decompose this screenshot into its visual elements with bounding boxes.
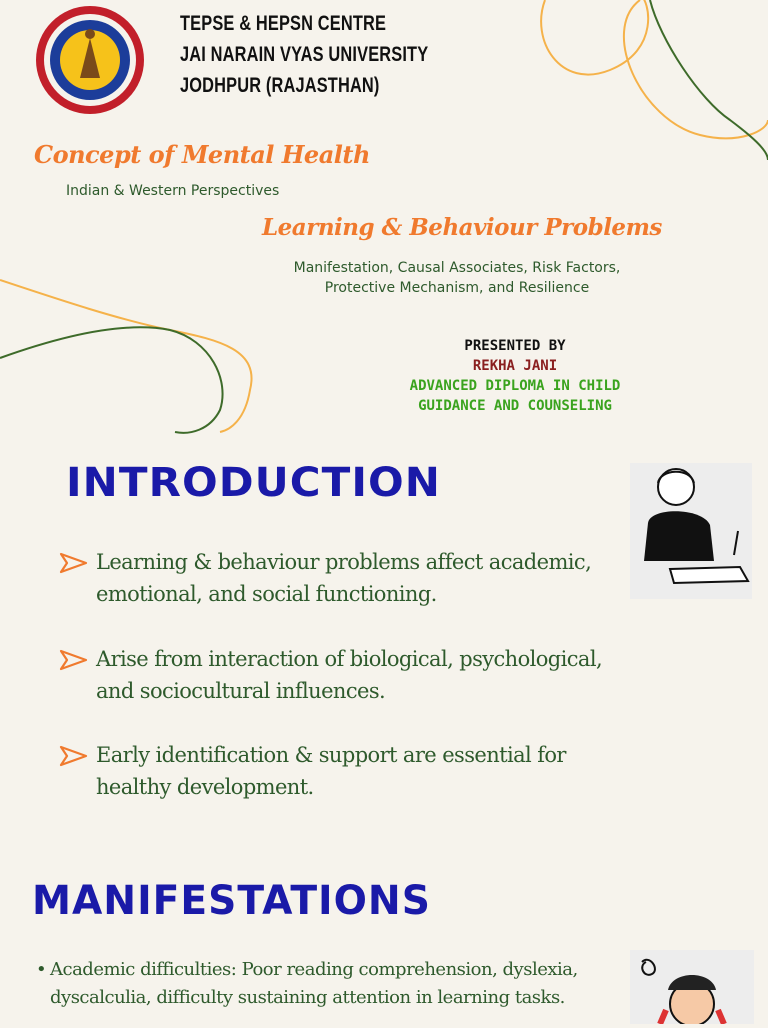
manifestation-bullet-text: Academic difficulties: Poor reading comprehension, dyslexia, dyscalculia, difficulty sustaining attention in learning tasks. — [50, 959, 578, 1008]
topic2-subtitle — [270, 258, 644, 298]
institution-name — [180, 8, 428, 101]
student-writing-icon — [630, 463, 752, 599]
intro-bullet-text: Arise from interaction of biological, psychological, and sociocultural influences. — [96, 647, 603, 703]
stressed-child-illustration — [630, 950, 754, 1024]
orange-curve-left — [0, 280, 252, 432]
introduction-heading: INTRODUCTION — [66, 460, 441, 506]
manifestation-bullet — [32, 956, 592, 1012]
intro-bullet-text: Early identification & support are essential for healthy development. — [96, 743, 566, 799]
bullet-dot-icon: • — [36, 959, 47, 980]
arrow-bullet-icon — [58, 552, 90, 574]
arrow-bullet-icon — [58, 745, 90, 767]
presenter-name: REKHA JANI — [472, 358, 558, 374]
intro-bullet-text: Learning & behaviour problems affect academic, emotional, and social functioning. — [96, 550, 592, 606]
presenter-course: ADVANCED DIPLOMA IN CHILD — [409, 378, 621, 394]
institution-line: JODHPUR (RAJASTHAN) — [180, 74, 380, 97]
topic1-subtitle: Indian & Western Perspectives — [66, 183, 280, 199]
arrow-bullet-icon — [58, 649, 90, 671]
university-logo — [34, 4, 146, 116]
intro-bullet — [58, 643, 638, 707]
presenter-label: PRESENTED BY — [464, 338, 566, 354]
institution-line: JAI NARAIN VYAS UNIVERSITY — [180, 43, 429, 66]
institution-line: TEPSE & HEPSN CENTRE — [180, 12, 387, 35]
manifestations-heading: MANIFESTATIONS — [32, 878, 431, 924]
student-illustration — [630, 463, 752, 599]
topic2-subtitle-line: Protective Mechanism, and Resilience — [324, 280, 590, 296]
green-curve-left — [0, 327, 223, 432]
orange-curve-top — [541, 0, 768, 138]
topic1-title: Concept of Mental Health — [34, 140, 370, 169]
stressed-child-icon — [630, 950, 754, 1024]
topic2-title: Learning & Behaviour Problems — [262, 214, 662, 241]
intro-bullet — [58, 546, 638, 610]
presenter-course: GUIDANCE AND COUNSELING — [418, 398, 612, 414]
intro-bullet — [58, 739, 638, 803]
presenter-block — [340, 336, 690, 416]
topic2-subtitle-line: Manifestation, Causal Associates, Risk Factors, — [293, 260, 621, 276]
